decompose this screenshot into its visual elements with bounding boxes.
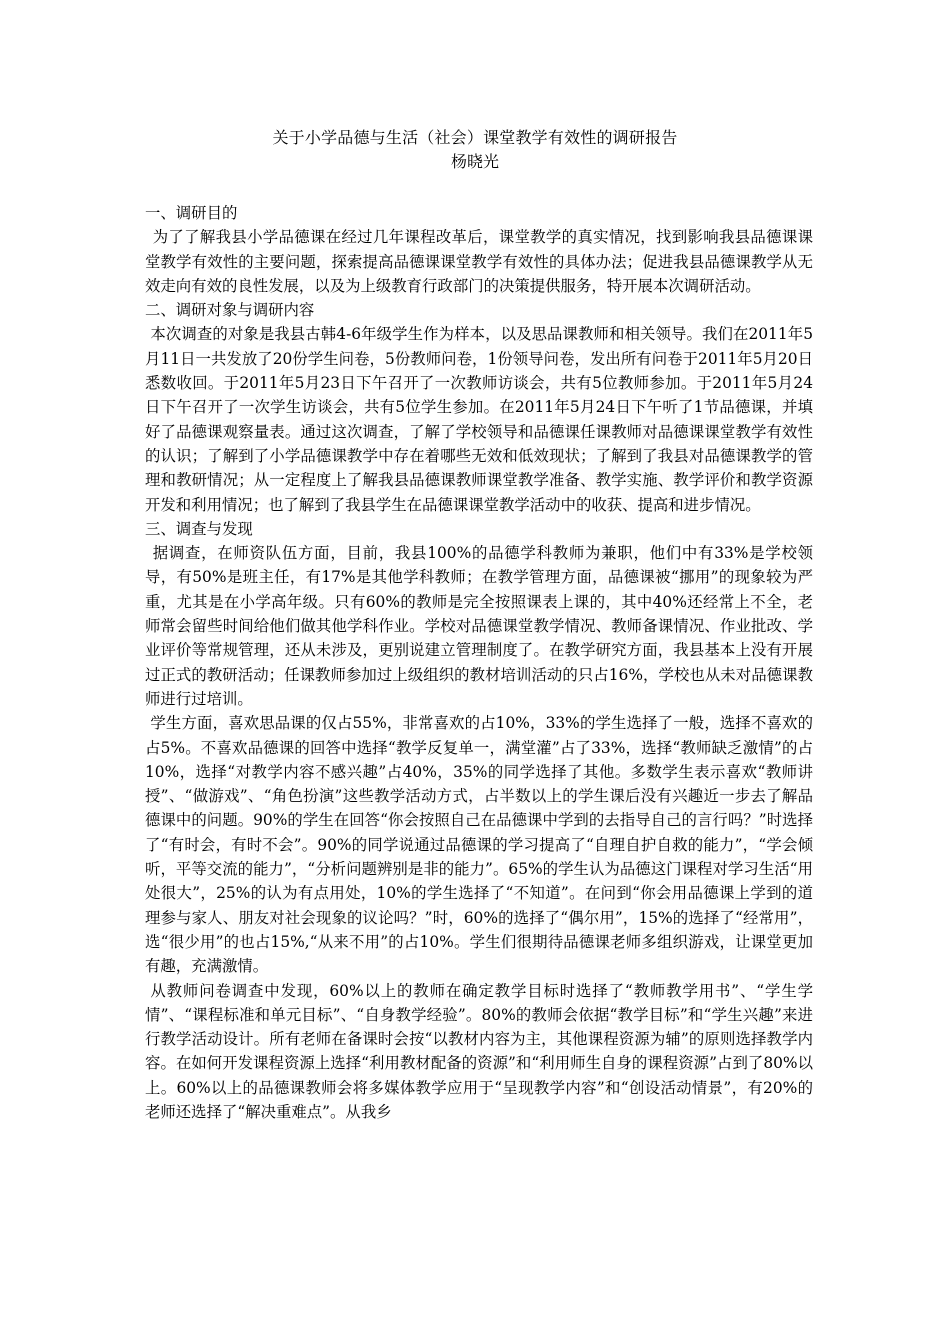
paragraph-findings-teachers: 据调查，在师资队伍方面，目前，我县100%的品德学科教师为兼职，他们中有33%是学校领导，有50%是班主任，有17%是其他学科教师；在教学管理方面，品德课被“挪用”的现象较为严重，尤其是在小学高年级。只有60%的教师是完全按照课表上课的，其中40%还经常上不全，老师常会留些时间给他们做其他学科作业。学校对品德课堂教学情况、教师备课情况、作业批改、学业评价等常规管理，还从未涉及，更别说建立管理制度了。在教学研究方面，我县基本上没有开展过正式的教研活动；任课教师参加过上级组织的教材培训活动的只占16%，学校也从未对品德课教师进行过培训。 <box>145 544 813 708</box>
document-author: 杨晓光 <box>450 152 499 171</box>
paragraph-subjects: 本次调查的对象是我县古韩4-6年级学生作为样本，以及思品课教师和相关领导。我们在2011年5月11日一共发放了20份学生问卷，5份教师问卷，1份领导问卷，发出所有问卷于2011年5月20日悉数收回。于2011年5月23日下午召开了一次教师访谈会，共有5位教师参加。于2011年5月24日下午召开了一次学生访谈会，共有5位学生参加。在2011年5月24日下午听了1节品德课，并填好了品德课观察量表。通过这次调查，了解了学校领导和品德课任课教师对品德课课堂教学有效性的认识；了解到了小学品德课教学中存在着哪些无效和低效现状；了解到了我县对品德课教学的管理和教研情况；从一定程度上了解我县品德课教师课堂教学准备、教学实施、教学评价和教学资源开发和利用情况；也了解到了我县学生在品德课课堂教学活动中的收获、提高和进步情况。 <box>145 325 813 514</box>
section-heading-findings: 三、调查与发现 <box>145 519 253 538</box>
document-body <box>145 201 813 1124</box>
section-heading-subjects: 二、调研对象与调研内容 <box>145 301 315 320</box>
paragraph-purpose: 为了了解我县小学品德课在经过几年课程改革后，课堂教学的真实情况，找到影响我县品德课课堂教学有效性的主要问题，探索提高品德课课堂教学有效性的具体办法；促进我县品德课教学从无效走向有效的良性发展，以及为上级教育行政部门的决策提供服务，特开展本次调研活动。 <box>145 228 813 295</box>
document-title: 关于小学品德与生活（社会）课堂教学有效性的调研报告 <box>272 128 678 147</box>
section-heading-purpose: 一、调研目的 <box>145 204 238 222</box>
paragraph-findings-students: 学生方面，喜欢思品课的仅占55%，非常喜欢的占10%，33%的学生选择了一般，选择不喜欢的占5%。不喜欢品德课的回答中选择“教学反复单一，满堂灌”占了33%，选择“教师缺乏激情”的占10%，选择“对教学内容不感兴趣”占40%，35%的同学选择了其他。多数学生表示喜欢“教师讲授”、“做游戏”、“角色扮演”这些教学活动方式，占半数以上的学生课后没有兴趣近一步去了解品德课中的问题。90%的学生在回答“你会按照自己在品德课中学到的去指导自己的言行吗？”时选择了“有时会，有时不会”。90%的同学说通过品德课的学习提高了“自理自护自救的能力”，“学会倾听，平等交流的能力”，“分析问题辨别是非的能力”。65%的学生认为品德这门课程对学习生活“用处很大”，25%的认为有点用处，10%的学生选择了“不知道”。在问到“你会用品德课上学到的道理参与家人、朋友对社会现象的议论吗？”时，60%的选择了“偶尔用”，15%的选择了“经常用”，选“很少用”的也占15%,“从来不用”的占10%。学生们很期待品德课老师多组织游戏，让课堂更加有趣，充满激情。 <box>145 714 813 976</box>
paragraph-findings-survey: 从教师问卷调查中发现，60%以上的教师在确定教学目标时选择了“教师教学用书”、“学生学情”、“课程标准和单元目标”、“自身教学经验”。80%的教师会依据“教学目标”和“学生兴趣”来进行教学活动设计。所有老师在备课时会按“以教材内容为主，其他课程资源为辅”的原则选择教学内容。在如何开发课程资源上选择“利用教材配备的资源”和“利用师生自身的课程资源”占到了80%以上。60%以上的品德课教师会将多媒体教学应用于“呈现教学内容”和“创设活动情景”，有20%的老师还选择了“解决重难点”。从我乡 <box>145 981 813 1121</box>
